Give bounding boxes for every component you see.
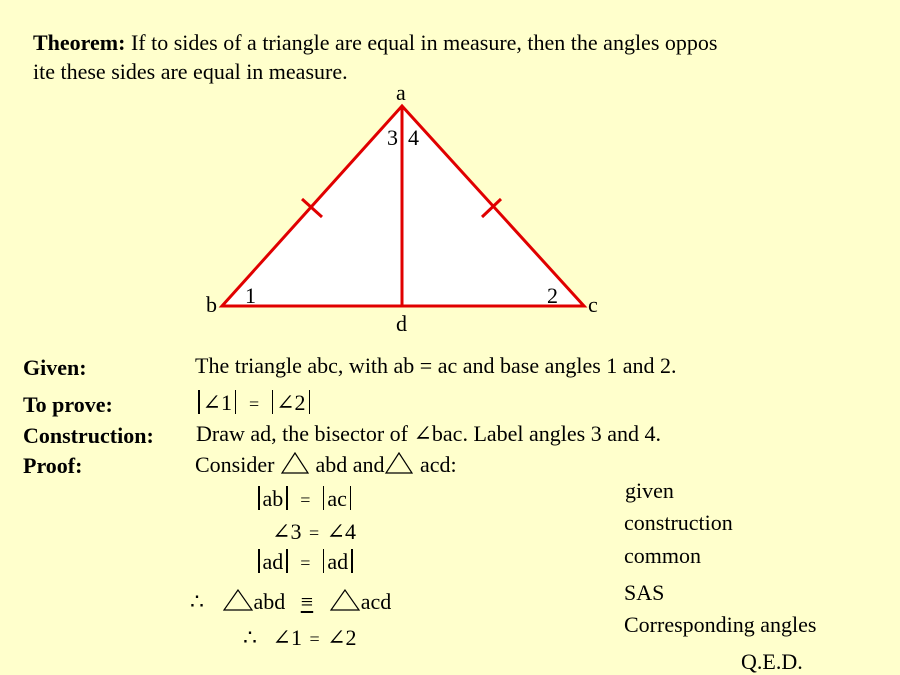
step2-right: 4 xyxy=(345,519,357,544)
given-text: The triangle abc, with ab = ac and base angles 1 and 2. xyxy=(195,353,677,378)
to-prove-angle-2: 2 xyxy=(294,390,306,415)
reason-given: given xyxy=(625,478,674,503)
proof-label: Proof: xyxy=(23,453,83,478)
angle-label-4: 4 xyxy=(408,125,419,150)
equals-sign: = xyxy=(309,629,320,649)
triangle-icon xyxy=(384,451,414,475)
vertex-label-b: b xyxy=(206,292,217,317)
proof-consider xyxy=(195,451,457,478)
angle-label-1: 1 xyxy=(245,283,256,308)
abs-bar xyxy=(235,390,237,414)
angle-symbol-icon: ∠ xyxy=(326,519,346,544)
step4-left: abd xyxy=(253,589,286,614)
vertex-label-c: c xyxy=(588,292,598,317)
reason-corresponding-angles: Corresponding angles xyxy=(624,612,817,637)
construction-text-before: Draw ad, the bisector of xyxy=(196,421,414,446)
to-prove-label: To prove: xyxy=(23,392,113,417)
proof-step-3 xyxy=(255,549,356,575)
theorem-text-line1: If to sides of a triangle are equal in measure, then the angles oppos xyxy=(125,30,718,55)
angle-symbol-icon: ∠ xyxy=(276,390,295,415)
abs-bar xyxy=(198,390,200,414)
step1-left: ab xyxy=(262,486,284,511)
reason-sas: SAS xyxy=(624,580,665,605)
step4-right: acd xyxy=(360,589,392,614)
equals-sign: = xyxy=(248,394,260,414)
equals-sign: = xyxy=(300,490,311,510)
angle-label-2: 2 xyxy=(547,283,558,308)
angle-label-3: 3 xyxy=(387,125,398,150)
therefore-icon: ∴ xyxy=(190,589,204,614)
triangle-icon xyxy=(280,451,310,475)
abs-bar xyxy=(309,390,311,414)
theorem-text-line2: ite these sides are equal in measure. xyxy=(33,59,348,84)
vertex-label-d: d xyxy=(396,311,407,336)
step1-right: ac xyxy=(327,486,347,511)
to-prove-expression xyxy=(195,390,313,416)
step3-left: ad xyxy=(262,549,284,574)
angle-symbol-icon: ∠ xyxy=(272,625,291,650)
proof-triangle-abd: abd and xyxy=(315,452,385,477)
abs-bar xyxy=(323,486,325,510)
step5-left: 1 xyxy=(290,625,302,650)
proof-consider-word: Consider xyxy=(195,452,275,477)
construction-label: Construction: xyxy=(23,423,154,448)
construction-text-after: bac. Label angles 3 and 4. xyxy=(431,421,661,446)
to-prove-angle-1: 1 xyxy=(220,390,232,415)
reason-construction: construction xyxy=(624,510,733,535)
reason-common: common xyxy=(624,543,701,568)
angle-symbol-icon: ∠ xyxy=(413,421,432,446)
proof-step-4 xyxy=(190,588,391,615)
abs-bar xyxy=(272,390,274,414)
equals-sign: = xyxy=(308,523,320,543)
triangle-icon xyxy=(222,588,254,612)
step3-right: ad xyxy=(327,549,349,574)
angle-symbol-icon: ∠ xyxy=(202,390,221,415)
abs-bar xyxy=(350,486,352,510)
abs-bar xyxy=(286,549,288,573)
proof-step-5 xyxy=(243,625,357,651)
proof-step-1 xyxy=(255,486,354,512)
qed-label: Q.E.D. xyxy=(741,649,803,674)
therefore-icon: ∴ xyxy=(243,625,257,650)
triangle-icon xyxy=(329,588,361,612)
congruent-icon: ≡ xyxy=(300,589,314,614)
abs-bar xyxy=(286,486,288,510)
given-label: Given: xyxy=(23,355,87,380)
abs-bar xyxy=(351,549,353,573)
proof-triangle-acd: acd: xyxy=(419,452,457,477)
step2-left: 3 xyxy=(290,519,302,544)
abs-bar xyxy=(258,549,260,573)
angle-symbol-icon: ∠ xyxy=(272,519,291,544)
construction-text xyxy=(196,421,661,447)
theorem-label: Theorem: xyxy=(33,30,126,55)
step5-right: 2 xyxy=(345,625,357,650)
equals-sign: = xyxy=(300,553,311,573)
angle-symbol-icon: ∠ xyxy=(327,625,346,650)
vertex-label-a: a xyxy=(396,80,406,105)
abs-bar xyxy=(258,486,260,510)
proof-step-2 xyxy=(272,519,356,545)
abs-bar xyxy=(323,549,325,573)
